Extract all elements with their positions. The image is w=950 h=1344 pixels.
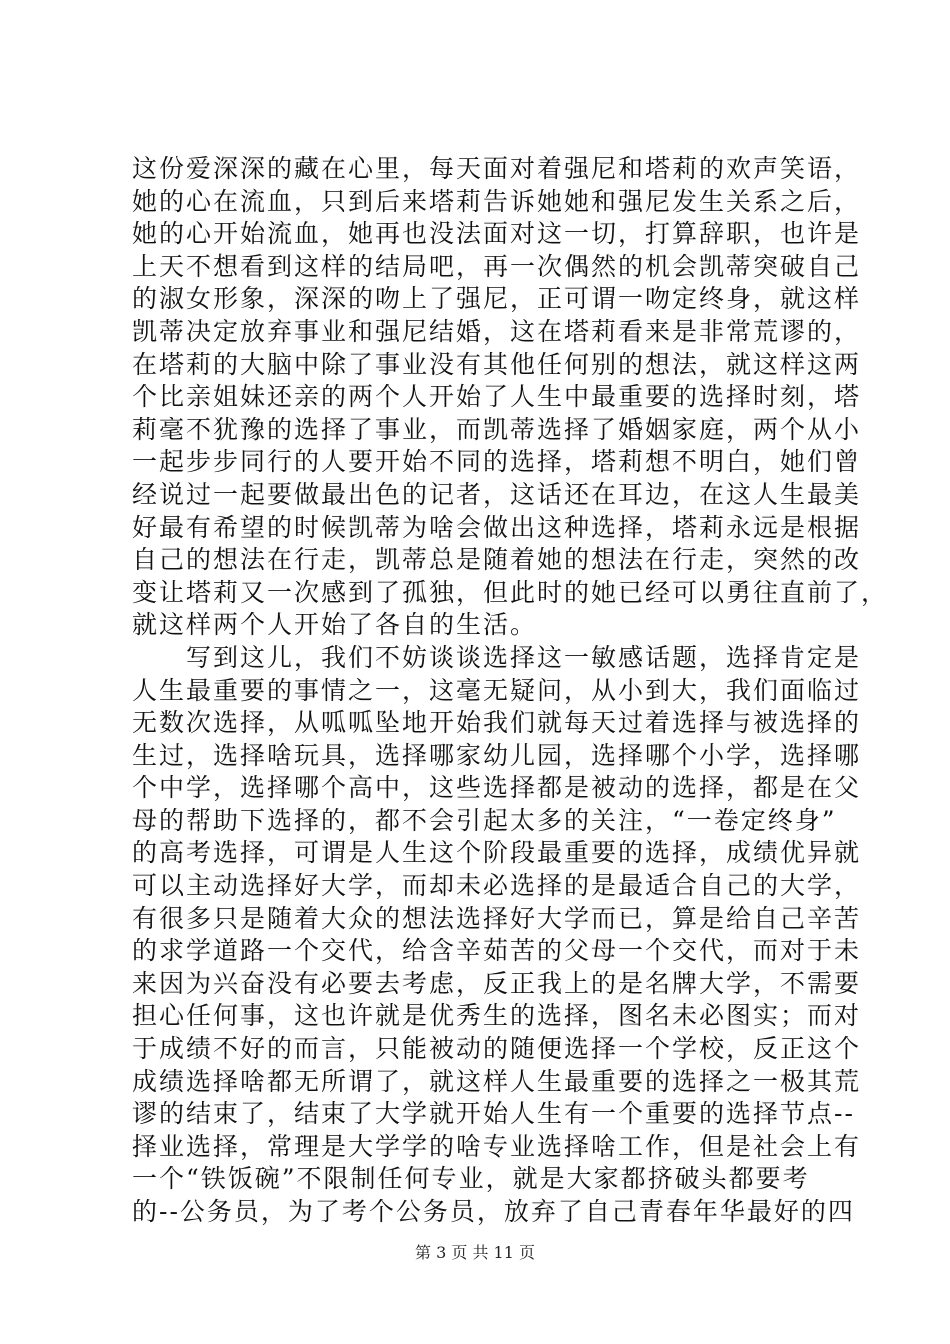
text-line: 她的心在流血，只到后来塔莉告诉她她和强尼发生关系之后， [132, 186, 862, 216]
text-line: 一个“铁饭碗”不限制任何专业，就是大家都挤破头都要考 [132, 1164, 810, 1194]
text-line: 个比亲姐妹还亲的两个人开始了人生中最重要的选择时刻，塔 [132, 382, 862, 412]
text-line: 担心任何事，这也许就是优秀生的选择，图名未必图实；而对 [132, 1001, 862, 1031]
text-line: 的淑女形象，深深的吻上了强尼，正可谓一吻定终身，就这样 [132, 284, 862, 314]
text-line: 人生最重要的事情之一，这毫无疑问，从小到大，我们面临过 [132, 675, 862, 705]
text-line: 变让塔莉又一次感到了孤独，但此时的她已经可以勇往直前了， [132, 577, 889, 607]
page-footer: 第 3 页 共 11 页 [415, 1243, 535, 1262]
text-line: 无数次选择，从呱呱坠地开始我们就每天过着选择与被选择的 [132, 708, 862, 738]
text-line: 母的帮助下选择的，都不会引起太多的关注，“一卷定终身” [132, 805, 837, 835]
text-line: 有很多只是随着大众的想法选择好大学而已，算是给自己辛苦 [132, 903, 862, 933]
text-line: 的--公务员，为了考个公务员，放弃了自己青春年华最好的四 [132, 1197, 855, 1226]
text-line: 个中学，选择哪个高中，这些选择都是被动的选择，都是在父 [132, 773, 862, 803]
text-line: 一起步步同行的人要开始不同的选择，塔莉想不明白，她们曾 [132, 447, 862, 477]
text-line: 就这样两个人开始了各自的生活。 [132, 610, 538, 640]
text-line: 可以主动选择好大学，而却未必选择的是最适合自己的大学， [132, 871, 862, 901]
text-line: 自己的想法在行走，凯蒂总是随着她的想法在行走，突然的改 [132, 545, 862, 575]
text-line: 经说过一起要做最出色的记者，这话还在耳边，在这人生最美 [132, 479, 862, 509]
text-line: 她的心开始流血，她再也没法面对这一切，打算辞职，也许是 [132, 219, 862, 249]
text-line: 莉毫不犹豫的选择了事业，而凯蒂选择了婚姻家庭，两个从小 [132, 414, 862, 444]
text-line: 的求学道路一个交代，给含辛茹苦的父母一个交代，而对于未 [132, 936, 862, 966]
text-line: 于成绩不好的而言，只能被动的随便选择一个学校，反正这个 [132, 1034, 862, 1064]
document-body [132, 153, 889, 1229]
text-line: 写到这儿，我们不妨谈谈选择这一敏感话题，选择肯定是 [132, 642, 862, 672]
text-line: 在塔莉的大脑中除了事业没有其他任何别的想法，就这样这两 [132, 349, 862, 379]
text-line: 谬的结束了，结束了大学就开始人生有一个重要的选择节点-- [132, 1099, 855, 1129]
text-line: 生过，选择啥玩具，选择哪家幼儿园，选择哪个小学，选择哪 [132, 740, 862, 770]
text-line: 凯蒂决定放弃事业和强尼结婚，这在塔莉看来是非常荒谬的， [132, 316, 862, 346]
text-line: 的高考选择，可谓是人生这个阶段最重要的选择，成绩优异就 [132, 838, 862, 868]
text-line: 上天不想看到这样的结局吧，再一次偶然的机会凯蒂突破自己 [132, 251, 862, 281]
text-line: 来因为兴奋没有必要去考虑，反正我上的是名牌大学，不需要 [132, 968, 862, 998]
text-line: 这份爱深深的藏在心里，每天面对着强尼和塔莉的欢声笑语， [132, 154, 862, 183]
text-line: 成绩选择啥都无所谓了，就这样人生最重要的选择之一极其荒 [132, 1066, 862, 1096]
text-line: 择业选择，常理是大学学的啥专业选择啥工作，但是社会上有 [132, 1131, 862, 1161]
text-line: 好最有希望的时候凯蒂为啥会做出这种选择，塔莉永远是根据 [132, 512, 862, 542]
